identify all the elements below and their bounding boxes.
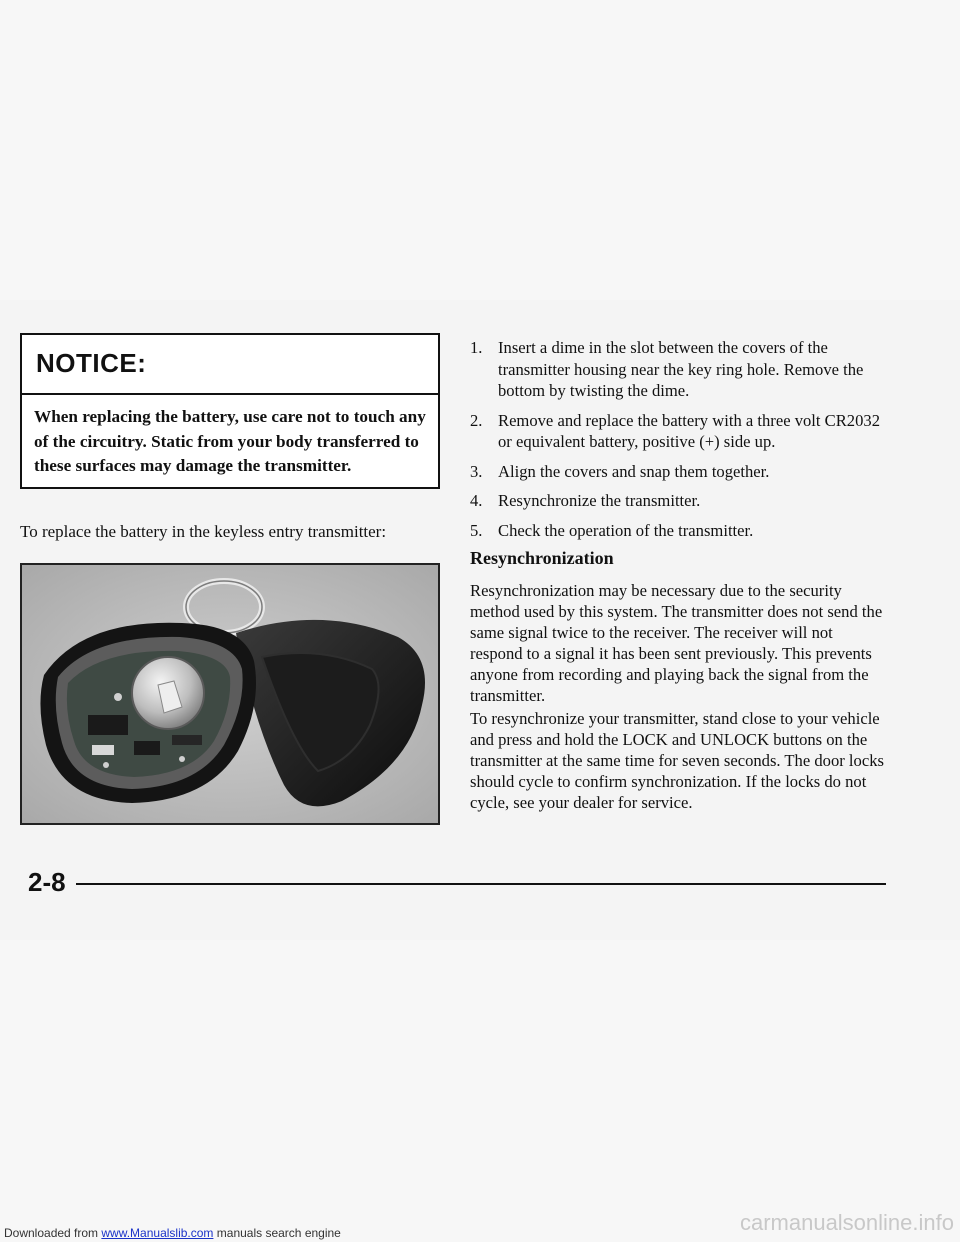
battery-steps-list — [470, 337, 890, 549]
step-text: Align the covers and snap them together. — [498, 461, 770, 481]
download-credit — [4, 1226, 341, 1240]
step-text: Remove and replace the battery with a three volt CR2032 or equivalent battery, positive (+) side up. — [498, 410, 880, 451]
step-text: Check the operation of the transmitter. — [498, 520, 754, 540]
footer-rule — [76, 883, 886, 885]
step-number: 2. — [470, 410, 483, 430]
transmitter-photo — [20, 563, 440, 825]
step-number: 1. — [470, 338, 483, 357]
notice-heading: NOTICE: — [22, 335, 438, 395]
step-number: 5. — [470, 520, 483, 540]
step-text: Resynchronize the transmitter. — [498, 491, 701, 510]
list-item — [470, 461, 890, 483]
notice-text: When replacing the battery, use care not to touch any of the circuitry. Static from your body transferred to these surfaces may damage the transmitter. — [34, 407, 426, 475]
list-item — [470, 410, 890, 453]
step-text: Insert a dime in the slot between the covers of the transmitter housing near the key ring hole. Remove the bottom by twisting the dime. — [498, 338, 864, 400]
resynchronization-paragraph: Resynchronization may be necessary due to the security method used by this system. The transmitter does not send the same signal twice to the receiver. The receiver will not respond to a signal it has been sent previously. This prevents anyone from recording and playing back the signal from the transmitter. — [470, 581, 883, 705]
credit-prefix: Downloaded from — [4, 1226, 102, 1240]
manualslib-link[interactable]: www.Manualslib.com — [101, 1226, 214, 1240]
list-item — [470, 337, 890, 402]
resynchronize-instructions: To resynchronize your transmitter, stand close to your vehicle and press and hold the LOCK and UNLOCK buttons on the transmitter at the same time for seven seconds. The door locks should cycle to confirm synchronization. If the locks do not cycle, see your dealer for service. — [470, 709, 884, 812]
resynchronization-heading: Resynchronization — [470, 548, 614, 568]
list-item — [470, 520, 890, 542]
step-number: 4. — [470, 491, 483, 510]
credit-suffix: manuals search engine — [213, 1226, 341, 1240]
battery-replacement-intro: To replace the battery in the keyless entry transmitter: — [20, 522, 387, 541]
watermark: carmanualsonline.info — [739, 1210, 954, 1235]
transmitter-illustration — [22, 565, 438, 823]
step-number: 3. — [470, 461, 483, 481]
notice-box — [20, 333, 440, 489]
list-item — [470, 490, 890, 512]
page-number: 2-8 — [28, 867, 66, 897]
